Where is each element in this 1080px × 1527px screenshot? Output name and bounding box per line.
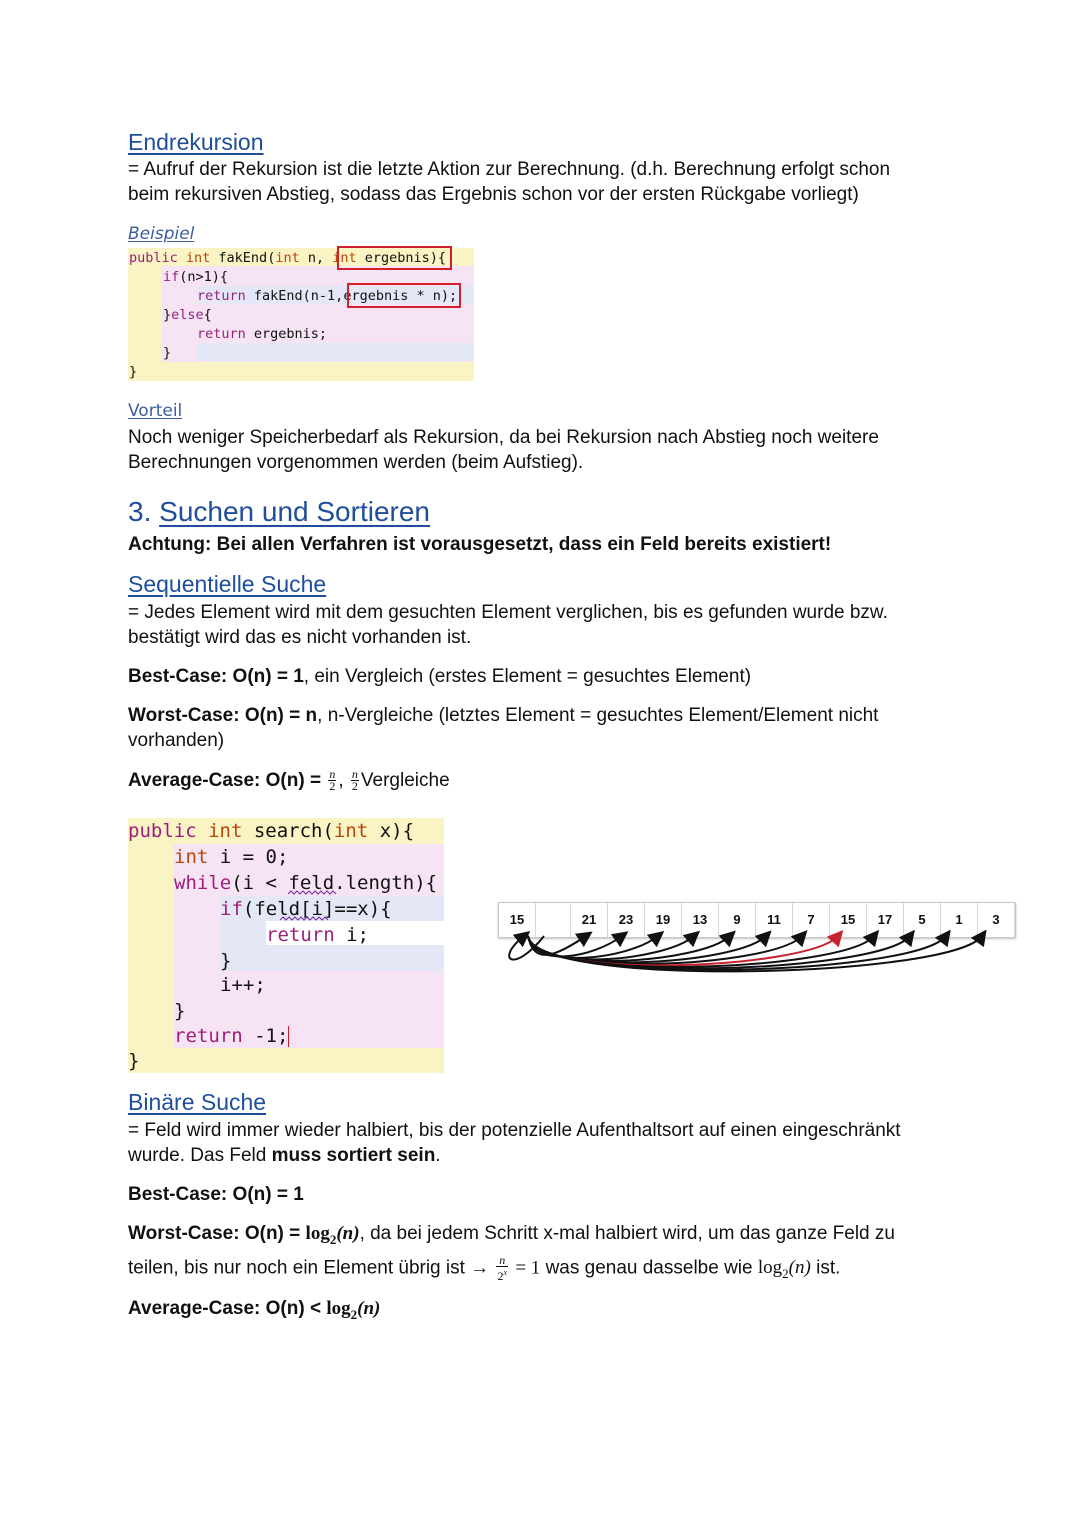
endrekursion-def-line2: beim rekursiven Abstieg, sodass das Ergebnis schon vor der ersten Rückgabe vorliegt) xyxy=(128,184,859,205)
endrekursion-definition xyxy=(128,157,890,207)
code2-line-4: if(feld[i]==x){ xyxy=(220,898,392,920)
array-cell: 23 xyxy=(608,903,645,937)
fraction-n-over-2: $\frac{n}{2}$ xyxy=(329,767,336,794)
code2-line-9: return -1; xyxy=(174,1025,289,1047)
array-cell: 1 xyxy=(941,903,978,937)
vorteil-line1: Noch weniger Speicherbedarf als Rekursion, da bei Rekursion nach Abstieg noch weitere xyxy=(128,427,879,448)
heading-sequentielle-suche: Sequentielle Suche xyxy=(128,571,327,597)
bin-definition xyxy=(128,1118,901,1168)
highlight-box-arg xyxy=(347,283,461,308)
vorteil-label: Vorteil xyxy=(128,401,183,421)
array-cell: 7 xyxy=(793,903,830,937)
array-cell: 17 xyxy=(867,903,904,937)
code-line-3: return fakEnd(n-1,ergebnis * n); xyxy=(197,288,458,304)
seq-definition xyxy=(128,600,888,650)
code2-bg-close xyxy=(220,996,444,1020)
section-title: Suchen und Sortieren xyxy=(159,496,430,527)
vorteil-text xyxy=(128,425,879,475)
comparison-arrows xyxy=(498,930,1008,980)
comparison-arrow xyxy=(528,936,658,958)
array-cell: 9 xyxy=(719,903,756,937)
text-cursor xyxy=(288,1026,289,1047)
code-line-4: }else{ xyxy=(163,307,212,323)
spellcheck-squiggle-1 xyxy=(288,890,348,900)
array-cell: 11 xyxy=(756,903,793,937)
fraction-n-over-2-b: $\frac{n}{2}$ xyxy=(351,767,358,794)
code2-line-6: } xyxy=(220,950,232,972)
bin-best-case: Best-Case: O(n) = 1 xyxy=(128,1184,304,1205)
bin-average-case: Average-Case: $O(n) < \log_2(n)$ xyxy=(128,1298,381,1322)
highlight-box-param xyxy=(337,246,452,270)
endrekursion-def-line1: = Aufruf der Rekursion ist die letzte Aktion zur Berechnung. (d.h. Berechnung erfolgt schon xyxy=(128,159,891,180)
array-cell: 15 xyxy=(830,903,867,937)
bin-def-line2: wurde. Das Feld muss sortiert sein. xyxy=(128,1145,441,1166)
seq-best-case: Best-Case: O(n) = 1, ein Vergleich (erstes Element = gesuchtes Element) xyxy=(128,666,752,687)
code-line-2: if(n>1){ xyxy=(163,269,229,285)
code2-line-1: public int search(int x){ xyxy=(128,820,415,842)
spellcheck-squiggle-2 xyxy=(280,916,340,926)
code-block-search xyxy=(128,818,444,1073)
beispiel-label: Beispiel xyxy=(128,224,195,244)
seq-worst-case: Worst-Case: O(n) = n, n-Vergleiche (letztes Element = gesuchtes Element/Element nicht vorhanden) xyxy=(128,705,879,751)
bin-def-line1: = Feld wird immer wieder halbiert, bis der potenzielle Aufenthaltsort auf einen eingeschränkt xyxy=(128,1120,901,1141)
seq-average-case: Average-Case: O(n) = $\frac{n}{2}$ , $\frac{n}{2}$ Vergleiche xyxy=(128,767,450,794)
code2-line-2: int i = 0; xyxy=(174,846,289,868)
heading-binaere-suche: Binäre Suche xyxy=(128,1089,267,1115)
code-line-7: } xyxy=(129,364,138,380)
array-cell: 21 xyxy=(571,903,608,937)
code2-line-8: } xyxy=(174,1000,186,1022)
section-heading-3 xyxy=(128,496,430,528)
seq-def-line1: = Jedes Element wird mit dem gesuchten Element verglichen, bis es gefunden wurde bzw. xyxy=(128,602,888,623)
code2-line-10: } xyxy=(128,1050,140,1072)
code-line-5: return ergebnis; xyxy=(197,326,328,342)
code2-line-3: while(i < feld.length){ xyxy=(174,872,438,894)
array-cell: 5 xyxy=(904,903,941,937)
vorteil-line2: Berechnungen vorgenommen werden (beim Aufstieg). xyxy=(128,452,584,473)
code2-line-7: i++; xyxy=(220,974,266,996)
fraction-n-over-2x: $\frac{n}{2^x}$ xyxy=(497,1252,508,1283)
section-number: 3. xyxy=(128,496,160,527)
code-bg-else xyxy=(197,343,474,361)
heading-endrekursion: Endrekursion xyxy=(128,129,264,155)
bin-worst-case: Worst-Case: $O(n) = \log_2(n)$, da bei jedem Schritt x-mal halbiert wird, um das ganze Feld zu teilen, bis nur noch ein Element übrig ist → $\frac{n}{2^x}$ = 1 was genau dasselbe wie $\log_2(n)$ ist. xyxy=(128,1223,895,1283)
seq-def-line2: bestätigt wird das es nicht vorhanden ist. xyxy=(128,627,472,648)
warning-text: Achtung: Bei allen Verfahren ist vorausgesetzt, dass ein Feld bereits existiert! xyxy=(128,534,832,555)
code-line-6: } xyxy=(163,345,172,361)
array-cell: 15 xyxy=(499,903,536,937)
array-cell: 3 xyxy=(978,903,1015,937)
code-line-1: public int fakEnd(int n, int ergebnis){ xyxy=(129,250,447,266)
array-cell: 13 xyxy=(682,903,719,937)
array-cell: 19 xyxy=(645,903,682,937)
code-block-fakend xyxy=(128,248,474,381)
code2-line-5: return i; xyxy=(266,924,369,946)
